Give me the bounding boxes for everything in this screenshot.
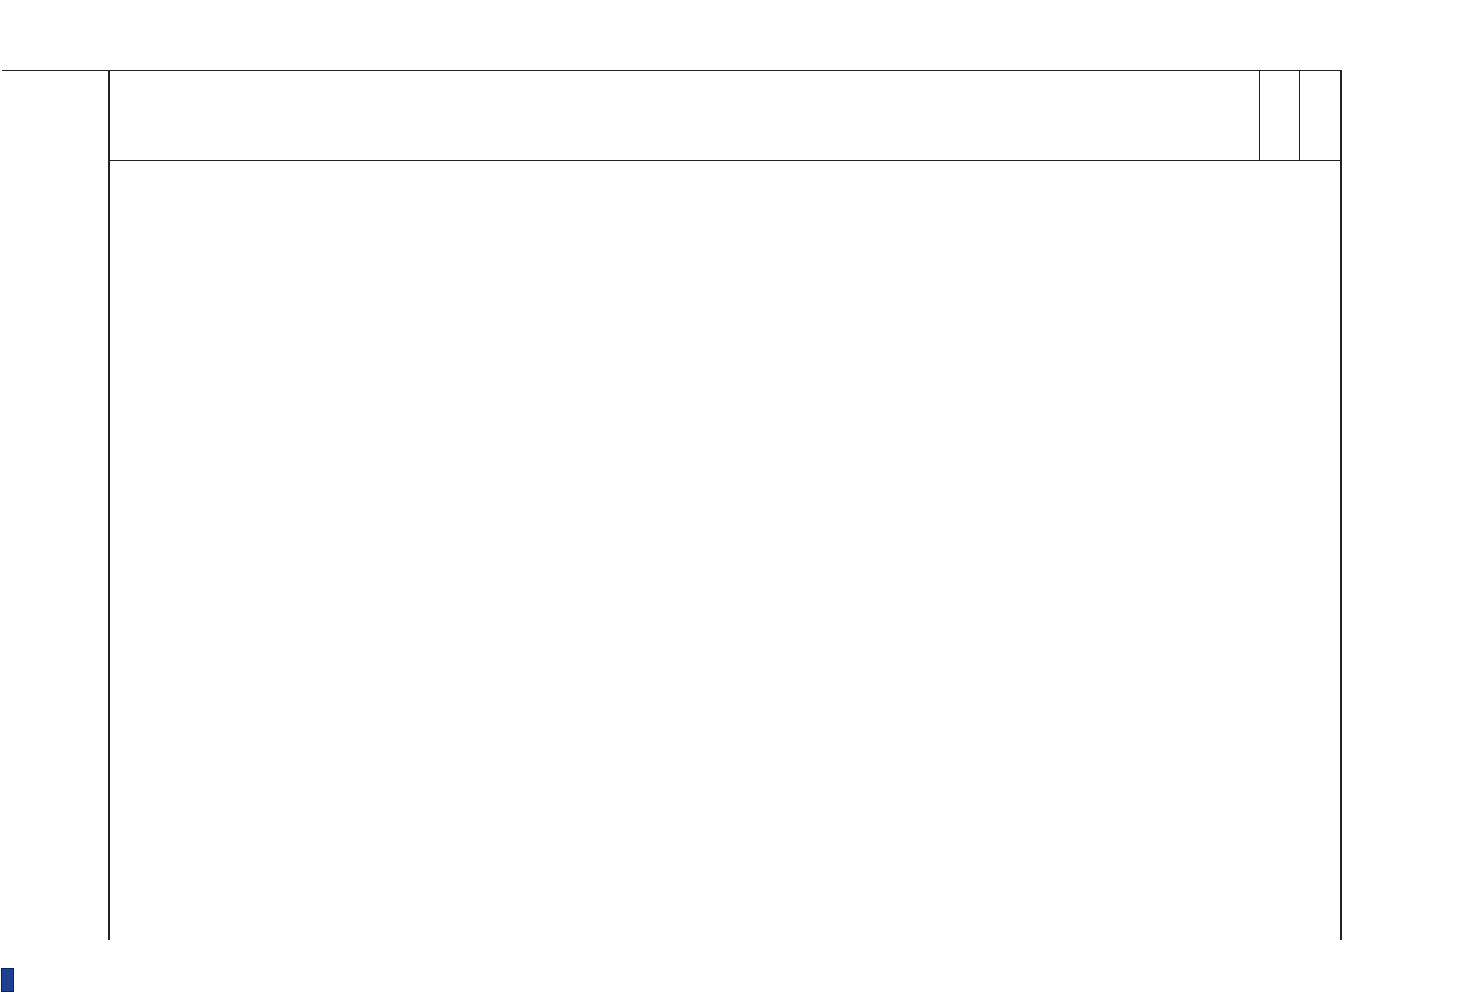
digitization-sidebar <box>0 610 14 1000</box>
digitization-credit <box>0 610 14 1000</box>
tit-text-divider <box>1259 70 1260 160</box>
kap-tit-divider <box>1299 70 1300 160</box>
dfg-logo-icon <box>1 968 14 992</box>
amount-column-rule <box>108 70 110 940</box>
header-top-rule <box>1340 70 1342 940</box>
header-bottom-rule <box>110 160 1340 161</box>
page-left-rule <box>2 70 1342 71</box>
